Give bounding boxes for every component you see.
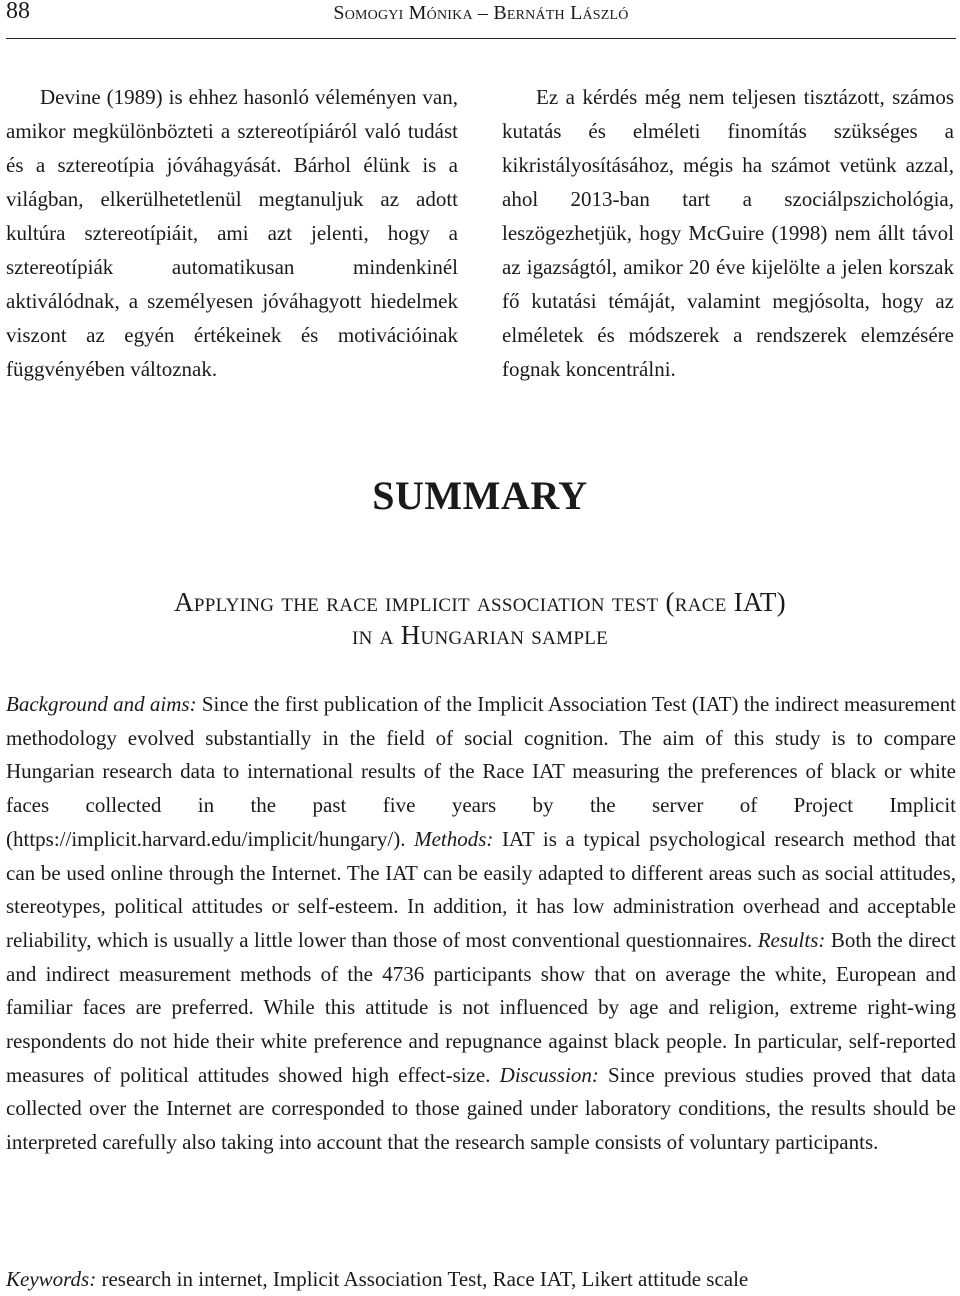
right-column: [502, 80, 954, 386]
abstract: [6, 688, 956, 1160]
abstract-paragraph: [6, 688, 956, 1160]
methods-label: Methods:: [414, 826, 494, 851]
keywords-label: Keywords:: [6, 1267, 97, 1291]
background-text: Since the first publication of the Implicit Association Test (IAT) the indirect measurement methodology evolved substantially in the field of social cognition. The aim of this study is to compare Hungarian research data to international results of the Race IAT measuring the preferences of black or white faces collected in the past five years by the server of Project Implicit (https://implicit.harvard.edu/implicit/hungary/).: [6, 692, 957, 851]
background-label: Background and aims:: [6, 692, 197, 716]
left-column-paragraph: Devine (1989) is ehhez hasonló véleményen van, amikor megkülönbözteti a sztereotípiáról való tudást és a sztereotípia jóváhagyását. Bárhol élünk is a világban, elkerülhetetlenül megtanuljuk az adott kultúra sztereotípiáit, ami azt jelenti, hogy a sztereotípiák automatikusan mindenkinél aktiválódnak, a személyesen jóváhagyott hiedelmek viszont az egyén értékeinek és motivációinak függvényében változnak.: [6, 85, 458, 381]
left-column: [6, 80, 458, 386]
keywords: [6, 1262, 956, 1296]
running-head: Somogyi Mónika – Bernáth László: [333, 2, 629, 24]
methods-text: IAT is a typical psychological research method that can be used online through the Internet. The IAT can be easily adapted to different areas such as social attitudes, stereotypes, political attitudes or self-esteem. In addition, it has low administration overhead and acceptable reliability, which is usually a little lower than those of most conventional questionnaires.: [6, 826, 956, 952]
summary-heading: SUMMARY: [372, 473, 588, 518]
page-header: [6, 0, 956, 40]
page-number: 88: [6, 0, 30, 24]
keywords-text: research in internet, Implicit Association Test, Race IAT, Likert attitude scale: [96, 1267, 749, 1291]
summary-title: [0, 586, 960, 652]
discussion-label: Discussion:: [499, 1062, 599, 1087]
header-rule: [6, 38, 956, 39]
right-column-paragraph: Ez a kérdés még nem teljesen tisztázott, számos kutatás és elméleti finomítás szükséges a kikristályosításához, mégis ha számot vetünk azzal, ahol 2013-ban tart a szociálpszichológia, leszögezhetjük, hogy McGuire (1998) nem állt távol az igazságtól, amikor 20 éve kijelölte a jelen korszak fő kutatási témáját, valamint megjósolta, hogy az elméletek és módszerek a rendszerek elemzésére fognak koncentrálni.: [502, 85, 954, 381]
summary-title-line-1: Applying the race implicit association test (race IAT): [174, 587, 786, 617]
results-text: Both the direct and indirect measurement methods of the 4736 participants show that on average the white, European and familiar faces are preferred. While this attitude is not influenced by age and religion, extreme right-wing respondents do not hide their white preference and repugnance against black people. In particular, self-reported measures of political attitudes showed high effect-size.: [6, 927, 956, 1087]
discussion-text: Since previous studies proved that data collected over the Internet are corresponded to those gained under laboratory conditions, the results should be interpreted carefully also taking into account that the research sample consists of voluntary participants.: [6, 1062, 957, 1155]
results-label: Results:: [757, 927, 826, 952]
summary-title-line-2: in a Hungarian sample: [351, 620, 609, 650]
